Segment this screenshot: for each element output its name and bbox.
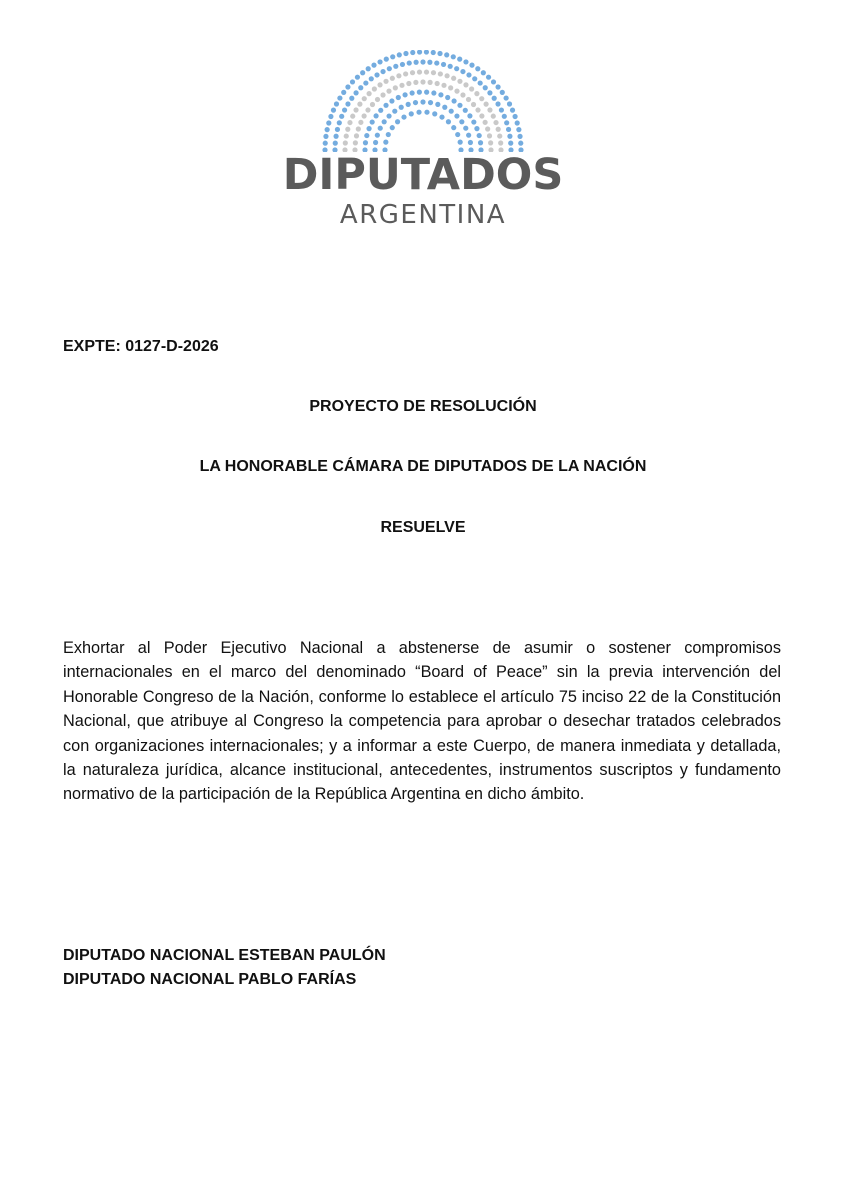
seat-dot — [417, 90, 422, 95]
seat-dot — [333, 134, 338, 139]
seat-dot — [353, 90, 358, 95]
seat-dot — [469, 86, 474, 91]
seat-dot — [417, 50, 422, 55]
seat-dot — [356, 126, 361, 131]
seat-dot — [451, 76, 456, 81]
seat-dot — [378, 126, 383, 131]
seat-dot — [374, 72, 379, 77]
seat-dot — [331, 108, 336, 113]
seat-dot — [466, 72, 471, 77]
seat-dot — [325, 127, 330, 132]
seat-dot — [341, 90, 346, 95]
seat-dot — [477, 133, 482, 138]
seat-dot — [323, 134, 328, 139]
seat-dot — [390, 54, 395, 59]
seat-dot — [442, 105, 447, 110]
seat-dot — [446, 119, 451, 124]
seat-dot — [370, 102, 375, 107]
seat-dot — [451, 125, 456, 130]
seat-dot — [365, 107, 370, 112]
seat-dot — [497, 133, 502, 138]
seat-dot — [478, 80, 483, 85]
seat-dot — [502, 114, 507, 119]
seat-dot — [358, 85, 363, 90]
seat-dot — [472, 76, 477, 81]
seat-dot — [449, 109, 454, 114]
seat-dot — [389, 98, 394, 103]
seat-dot — [358, 120, 363, 125]
seat-dot — [417, 69, 422, 74]
seat-dot — [428, 100, 433, 105]
seat-dot — [481, 70, 486, 75]
seat-dot — [444, 52, 449, 57]
seat-dot — [467, 113, 472, 118]
signatures — [63, 944, 386, 992]
seat-dot — [401, 114, 406, 119]
seat-dot — [382, 119, 387, 124]
seat-dot — [474, 91, 479, 96]
seat-dot — [427, 60, 432, 65]
seat-dot — [457, 57, 462, 62]
seat-dot — [493, 120, 498, 125]
seat-dot — [451, 98, 456, 103]
seat-dot — [375, 133, 380, 138]
seat-dot — [432, 111, 437, 116]
seat-dot — [357, 102, 362, 107]
seat-dot — [454, 66, 459, 71]
seat-dot — [362, 96, 367, 101]
signature-line: DIPUTADO NACIONAL ESTEBAN PAULÓN — [63, 947, 386, 964]
seat-dot — [431, 90, 436, 95]
seat-dot — [354, 133, 359, 138]
seat-dot — [333, 141, 338, 146]
hemicycle-seats-icon — [318, 50, 528, 152]
seat-dot — [435, 102, 440, 107]
seat-dot — [448, 64, 453, 69]
seat-dot — [409, 111, 414, 116]
heading-proyecto: PROYECTO DE RESOLUCIÓN — [309, 398, 537, 415]
seat-dot — [377, 82, 382, 87]
seat-dot — [518, 141, 523, 146]
signature-line: DIPUTADO NACIONAL PABLO FARÍAS — [63, 971, 357, 988]
seat-dot — [466, 133, 471, 138]
seat-dot — [413, 100, 418, 105]
diputados-logo — [0, 0, 846, 240]
seat-dot — [437, 51, 442, 56]
seat-dot — [510, 108, 515, 113]
seat-dot — [399, 83, 404, 88]
logo-subtitle: ARGENTINA — [339, 200, 507, 230]
seat-dot — [458, 140, 463, 145]
seat-dot — [454, 113, 459, 118]
seat-dot — [431, 50, 436, 55]
seat-dot — [396, 95, 401, 100]
seat-dot — [460, 69, 465, 74]
seat-dot — [390, 125, 395, 130]
seat-dot — [410, 70, 415, 75]
seat-dot — [342, 107, 347, 112]
seat-dot — [323, 141, 328, 146]
seat-dot — [500, 90, 505, 95]
seat-dot — [387, 66, 392, 71]
seat-dot — [410, 50, 415, 55]
seat-dot — [441, 83, 446, 88]
seat-dot — [498, 140, 503, 145]
seat-dot — [386, 89, 391, 94]
seat-dot — [424, 69, 429, 74]
seat-dot — [413, 80, 418, 85]
seat-dot — [384, 57, 389, 62]
seat-dot — [508, 141, 513, 146]
seat-dot — [448, 85, 453, 90]
seat-dot — [466, 97, 471, 102]
seat-dot — [396, 73, 401, 78]
seat-dot — [471, 102, 476, 107]
seat-dot — [363, 80, 368, 85]
seat-dot — [390, 76, 395, 81]
seat-dot — [403, 51, 408, 56]
seat-dot — [506, 127, 511, 132]
seat-dot — [507, 101, 512, 106]
seat-dot — [504, 95, 509, 100]
seat-dot — [377, 59, 382, 64]
seat-dot — [414, 60, 419, 65]
seat-dot — [406, 81, 411, 86]
seat-dot — [345, 101, 350, 106]
seat-dot — [397, 52, 402, 57]
seat-dot — [459, 119, 464, 124]
seat-dot — [483, 85, 488, 90]
seat-dot — [475, 107, 480, 112]
logo-title: DIPUTADOS — [282, 150, 564, 200]
seat-dot — [326, 120, 331, 125]
seat-dot — [373, 113, 378, 118]
seat-dot — [328, 114, 333, 119]
seat-dot — [439, 114, 444, 119]
seat-dot — [424, 110, 429, 115]
seat-dot — [334, 101, 339, 106]
seat-dot — [428, 80, 433, 85]
seat-dot — [403, 71, 408, 76]
seat-dot — [492, 96, 497, 101]
seat-dot — [386, 113, 391, 118]
seat-dot — [402, 92, 407, 97]
seat-dot — [445, 73, 450, 78]
seat-dot — [471, 119, 476, 124]
seat-dot — [463, 108, 468, 113]
seat-dot — [468, 140, 473, 145]
seat-dot — [407, 60, 412, 65]
seat-dot — [516, 127, 521, 132]
seat-dot — [484, 102, 489, 107]
seat-dot — [424, 90, 429, 95]
seat-dot — [454, 89, 459, 94]
seat-dot — [337, 95, 342, 100]
seat-dot — [488, 140, 493, 145]
seat-dot — [496, 127, 501, 132]
seat-dot — [335, 127, 340, 132]
seat-dot — [395, 119, 400, 124]
seat-dot — [370, 119, 375, 124]
seat-dot — [463, 82, 468, 87]
seat-dot — [491, 114, 496, 119]
seat-dot — [487, 133, 492, 138]
seat-dot — [495, 101, 500, 106]
seat-dot — [455, 132, 460, 137]
seat-dot — [375, 97, 380, 102]
seat-dot — [371, 63, 376, 68]
seat-dot — [487, 90, 492, 95]
seat-dot — [343, 140, 348, 145]
seat-dot — [393, 85, 398, 90]
seat-dot — [512, 114, 517, 119]
seat-dot — [345, 84, 350, 89]
seat-dot — [424, 50, 429, 55]
seat-dot — [463, 59, 468, 64]
seat-dot — [420, 99, 425, 104]
seat-dot — [474, 126, 479, 131]
seat-dot — [372, 86, 377, 91]
heading-camara: LA HONORABLE CÁMARA DE DIPUTADOS DE LA NACIÓN — [199, 458, 647, 475]
seat-dot — [457, 79, 462, 84]
seat-dot — [378, 108, 383, 113]
seat-dot — [416, 110, 421, 115]
seat-dot — [349, 96, 354, 101]
seat-dot — [479, 113, 484, 118]
seat-dot — [410, 90, 415, 95]
seat-dot — [363, 140, 368, 145]
seat-dot — [495, 84, 500, 89]
seat-dot — [366, 126, 371, 131]
seat-dot — [491, 79, 496, 84]
seat-dot — [380, 92, 385, 97]
seat-dot — [469, 63, 474, 68]
seat-dot — [475, 66, 480, 71]
resolution-body: Exhortar al Poder Ejecutivo Nacional a abstenerse de asumir o sostener compromisos internacionales en el marco del denominado “Board of Peace” sin la previa intervención del Honorable Congreso de la Nación, conforme lo establece el artículo 75 inciso 22 de la Constitución Nacional, que atribuye al Congreso la competencia para aprobar o desechar tratados celebrados con organizaciones internacionales; y a informar a este Cuerpo, de manera inmediata y detallada, la naturaleza jurídica, alcance institucional, antecedentes, instrumentos suscriptos y fundamento normativo de la participación de la República Argentina en dicho ámbito. — [63, 639, 781, 804]
seat-dot — [344, 133, 349, 138]
seat-dot — [369, 76, 374, 81]
seat-dot — [517, 134, 522, 139]
heading-resuelve: RESUELVE — [380, 519, 466, 536]
seat-dot — [367, 91, 372, 96]
seat-dot — [463, 126, 468, 131]
seat-dot — [431, 70, 436, 75]
seat-dot — [485, 126, 490, 131]
seat-dot — [339, 114, 344, 119]
seat-dot — [486, 75, 491, 80]
seat-dot — [350, 79, 355, 84]
seat-dot — [483, 120, 488, 125]
seat-dot — [435, 81, 440, 86]
seat-dot — [353, 107, 358, 112]
seat-dot — [345, 127, 350, 132]
seat-dot — [420, 79, 425, 84]
seat-dot — [364, 133, 369, 138]
seat-dot — [386, 132, 391, 137]
seat-dot — [393, 64, 398, 69]
seat-dot — [360, 70, 365, 75]
seat-dot — [362, 113, 367, 118]
seat-dot — [373, 140, 378, 145]
seat-dot — [460, 92, 465, 97]
seat-dot — [350, 114, 355, 119]
seat-dot — [451, 54, 456, 59]
seat-dot — [507, 134, 512, 139]
seat-dot — [383, 79, 388, 84]
seat-dot — [355, 75, 360, 80]
seat-dot — [337, 120, 342, 125]
seat-dot — [438, 71, 443, 76]
seat-dot — [420, 59, 425, 64]
seat-dot — [383, 140, 388, 145]
seat-dot — [406, 102, 411, 107]
seat-dot — [392, 109, 397, 114]
seat-dot — [487, 107, 492, 112]
seat-dot — [400, 62, 405, 67]
seat-dot — [399, 105, 404, 110]
seat-dot — [515, 120, 520, 125]
seat-dot — [366, 66, 371, 71]
seat-dot — [499, 107, 504, 112]
seat-dot — [445, 95, 450, 100]
seat-dot — [438, 92, 443, 97]
seat-dot — [478, 140, 483, 145]
seat-dot — [434, 60, 439, 65]
expediente-number: EXPTE: 0127-D-2026 — [63, 338, 219, 355]
seat-dot — [441, 62, 446, 67]
seat-dot — [380, 69, 385, 74]
seat-dot — [347, 120, 352, 125]
seat-dot — [383, 103, 388, 108]
seat-dot — [479, 96, 484, 101]
seat-dot — [353, 140, 358, 145]
seat-dot — [457, 103, 462, 108]
seat-dot — [504, 120, 509, 125]
